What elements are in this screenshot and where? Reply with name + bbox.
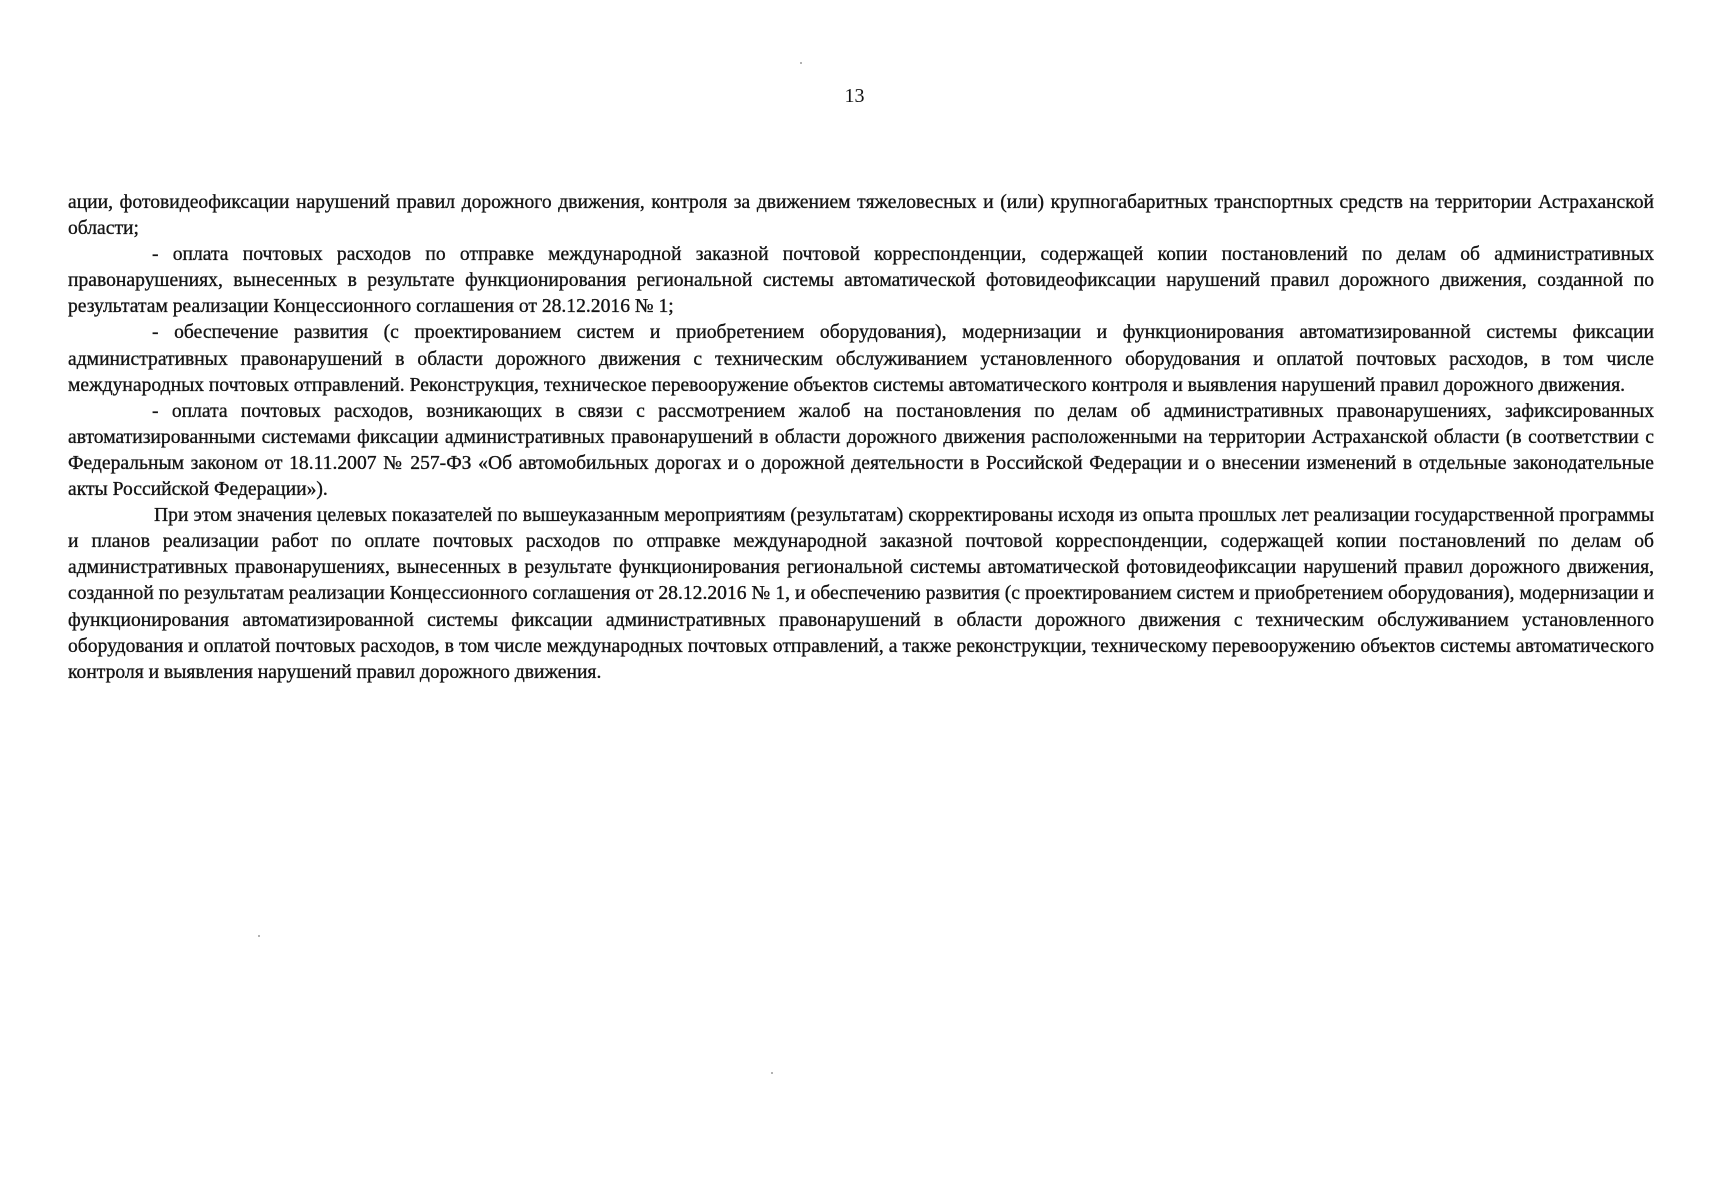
scan-speck — [771, 1072, 773, 1074]
body-text — [68, 190, 1654, 686]
paragraph-target-indicators: При этом значения целевых показателей по вышеуказанным мероприятиям (результатам) скорректированы исходя из опыта прошлых лет реализации государственной программы и планов реализации работ по оплате почтовых расходов по отправке международной заказной почтовой корреспонденции, содержащей копии постановлений по делам об административных правонарушениях, вынесенных в результате функционирования региональной системы автоматической фотовидеофиксации нарушений правил дорожного движения, созданной по результатам реализации Концессионного соглашения от 28.12.2016 № 1, и обеспечению развития (с проектированием систем и приобретением оборудования), модернизации и функционирования автоматизированной системы фиксации административных правонарушений в области дорожного движения с техническим обслуживанием установленного оборудования и оплатой почтовых расходов, в том числе международных почтовых отправлений, а также реконструкции, техническому перевооружению объектов системы автоматического контроля и выявления нарушений правил дорожного движения. — [68, 505, 1654, 683]
paragraph-postal-costs-complaints: - оплата почтовых расходов, возникающих в связи с рассмотрением жалоб на постановления по делам об административных правонарушениях, зафиксированных автоматизированными системами фиксации административных правонарушений в области дорожного движения расположенными на территории Астраханской области (в соответствии с Федеральным законом от 18.11.2007 № 257-ФЗ «Об автомобильных дорогах и о дорожной деятельности в Российской Федерации и о внесении изменений в отдельные законодательные акты Российской Федерации»). — [68, 400, 1654, 501]
scan-speck — [800, 62, 802, 64]
page-number: 13 — [844, 85, 865, 107]
paragraph-continuation: ации, фотовидеофиксации нарушений правил дорожного движения, контроля за движением тяжеловесных и (или) крупногабаритных транспортных средств на территории Астраханской области; — [68, 192, 1654, 240]
paragraph-system-development: - обеспечение развития (с проектированием систем и приобретением оборудования), модернизации и функционирования автоматизированной системы фиксации административных правонарушений в области дорожного движения с техническим обслуживанием установленного оборудования и оплатой почтовых расходов, в том числе международных почтовых отправлений. Реконструкция, техническое перевооружение объектов системы автоматического контроля и выявления нарушений правил дорожного движения. — [68, 322, 1654, 396]
paragraph-postal-costs-international: - оплата почтовых расходов по отправке международной заказной почтовой корреспонденции, содержащей копии постановлений по делам об административных правонарушениях, вынесенных в результате функционирования региональной системы автоматической фотовидеофиксации нарушений правил дорожного движения, созданной по результатам реализации Концессионного соглашения от 28.12.2016 № 1; — [68, 244, 1654, 318]
scan-speck — [258, 935, 260, 937]
